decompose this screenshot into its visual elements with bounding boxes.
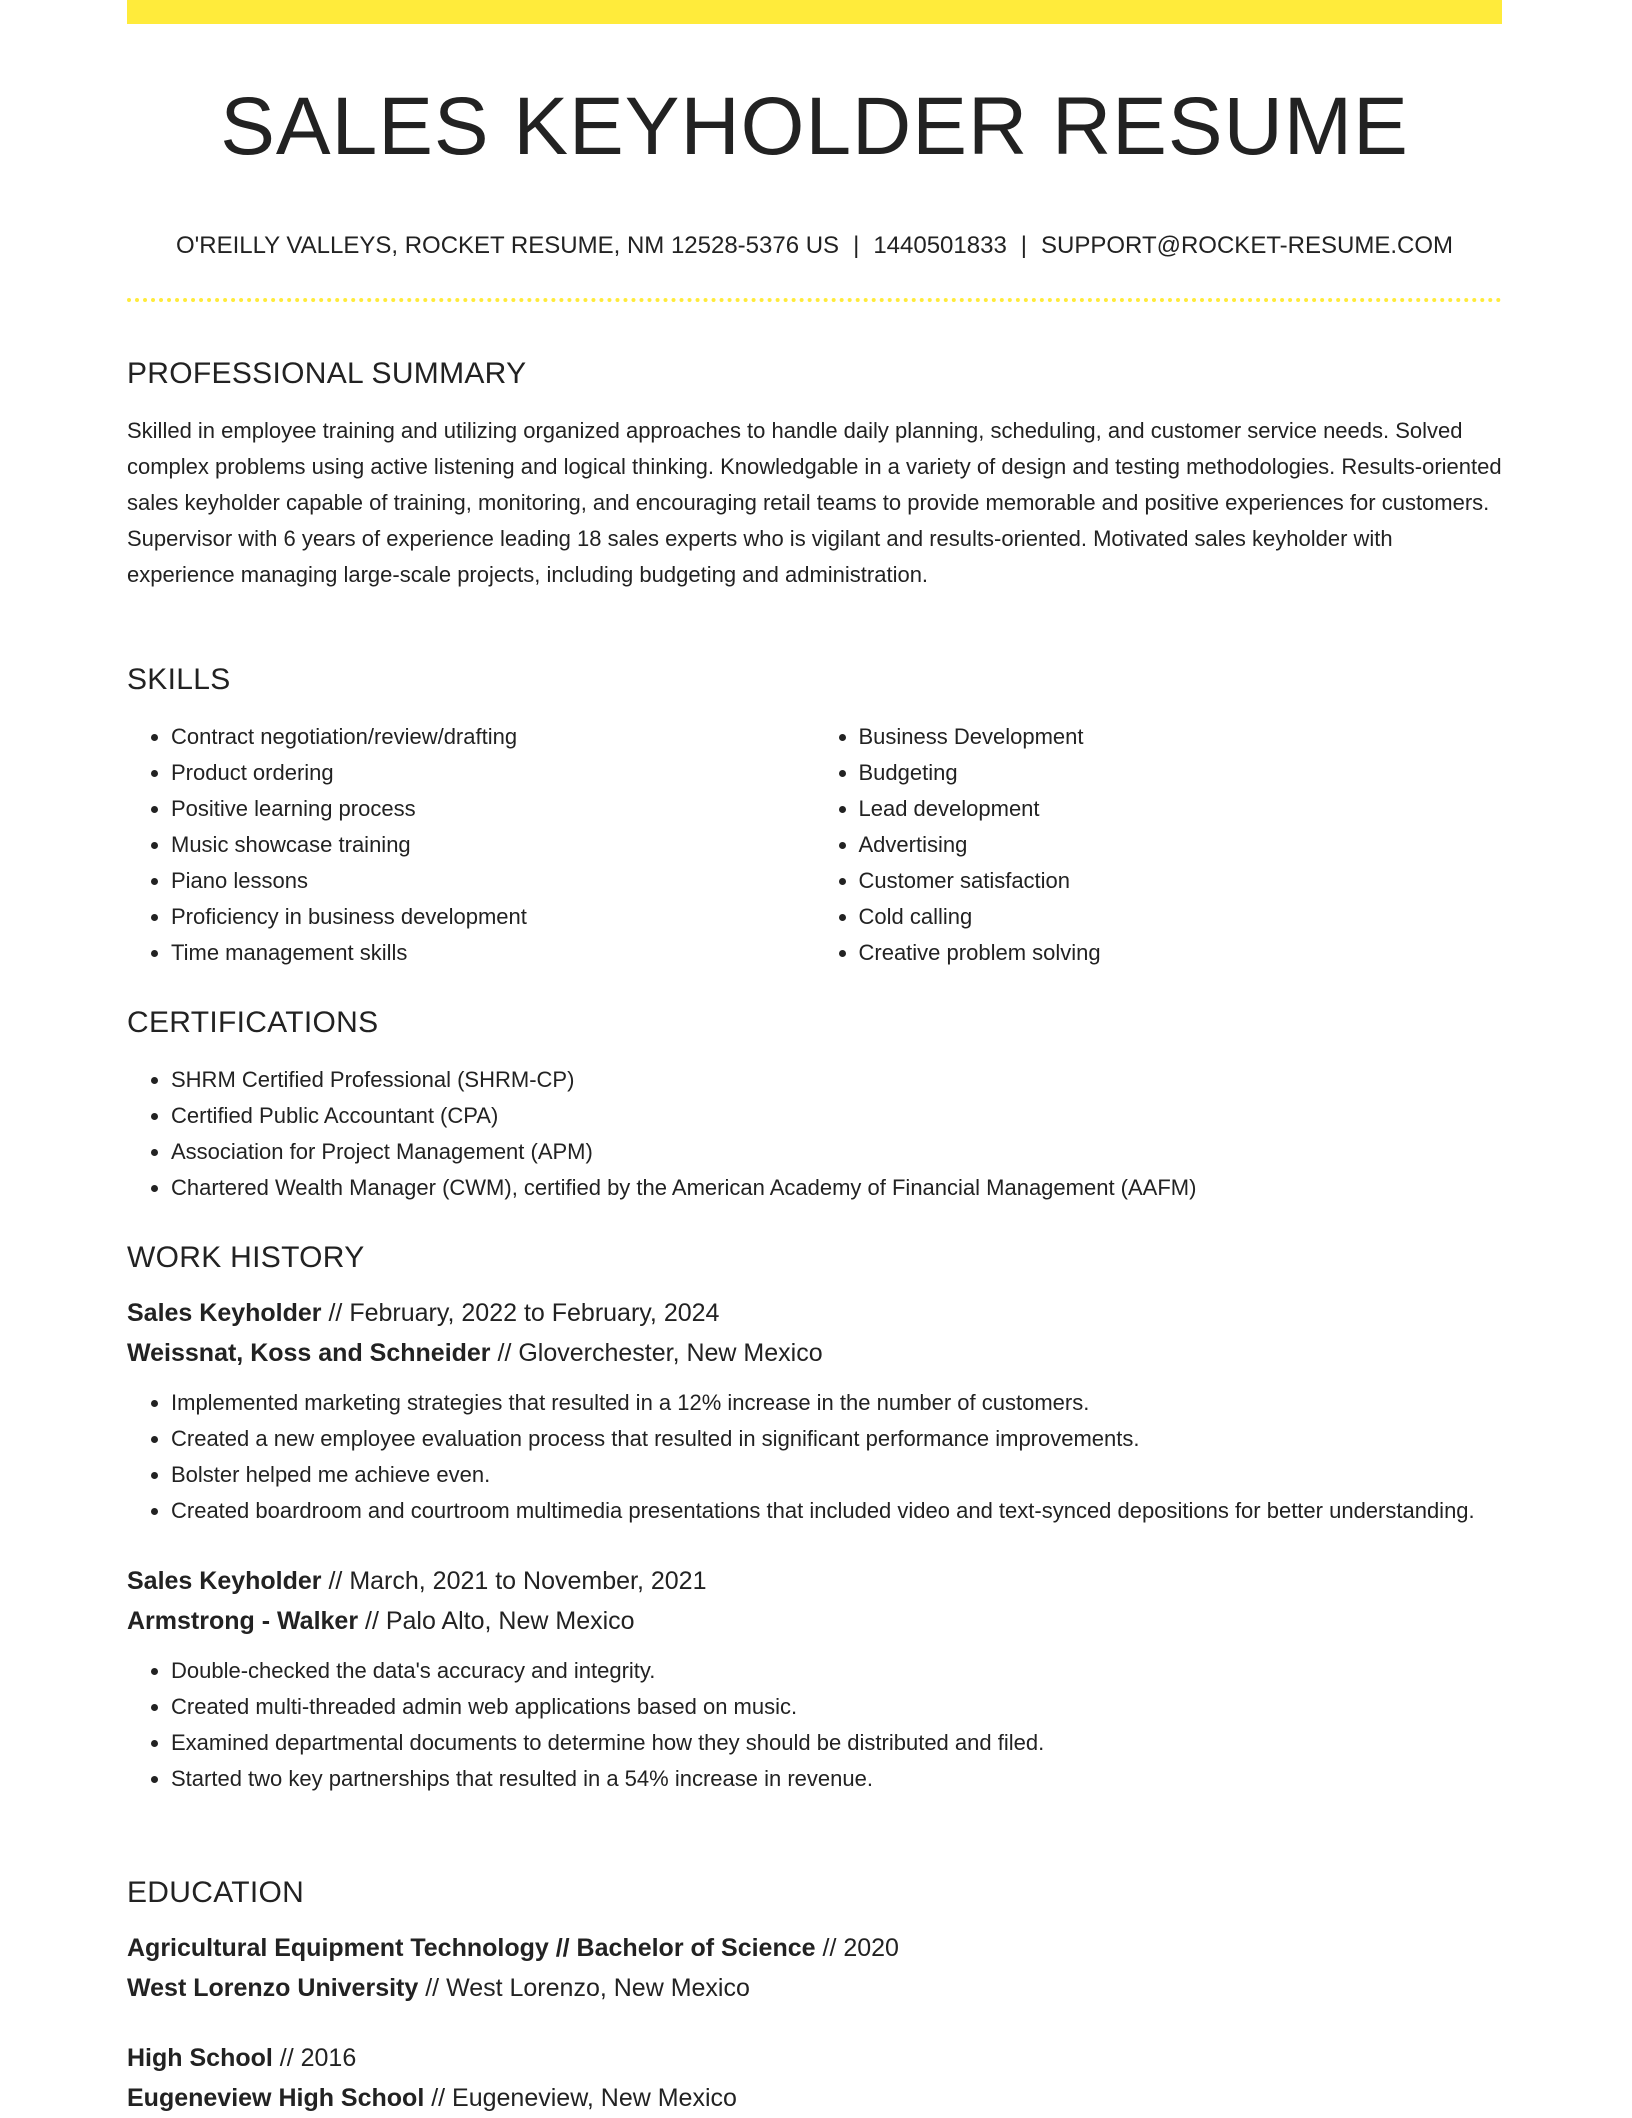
skills-columns bbox=[127, 719, 1502, 971]
job-title: Sales Keyholder bbox=[127, 1299, 322, 1327]
job-bullets bbox=[127, 1385, 1502, 1529]
certifications-list bbox=[127, 1062, 1502, 1206]
skill-item: • Creative problem solving bbox=[859, 935, 1503, 971]
skill-item: • Advertising bbox=[859, 827, 1503, 863]
education-year: // 2016 bbox=[272, 2044, 357, 2072]
job-company-line bbox=[127, 1333, 1502, 1373]
education-school-line bbox=[127, 1968, 1502, 2008]
job-bullet: • Created boardroom and courtroom multimedia presentations that included video and text-synced depositions for better understanding. bbox=[171, 1493, 1502, 1529]
education-year: // 2020 bbox=[815, 1934, 899, 1962]
job-company: Weissnat, Koss and Schneider bbox=[127, 1339, 491, 1367]
job-bullet: • Created multi-threaded admin web applications based on music. bbox=[171, 1689, 1502, 1725]
skill-item: • Product ordering bbox=[171, 755, 815, 791]
job-dates: // March, 2021 to November, 2021 bbox=[321, 1567, 707, 1595]
contact-separator: | bbox=[1020, 232, 1028, 259]
skill-item: • Proficiency in business development bbox=[171, 899, 815, 935]
contact-line bbox=[127, 234, 1502, 258]
skill-item: • Positive learning process bbox=[171, 791, 815, 827]
certification-item: • SHRM Certified Professional (SHRM-CP) bbox=[171, 1062, 1502, 1098]
education-entry bbox=[127, 2038, 1502, 2118]
contact-phone: 1440501833 bbox=[873, 232, 1007, 259]
resume-title: SALES KEYHOLDER RESUME bbox=[220, 81, 1409, 172]
skills-right-list bbox=[815, 719, 1503, 971]
education-entry bbox=[127, 1928, 1502, 2008]
header-divider bbox=[127, 298, 1502, 302]
skill-item: • Contract negotiation/review/drafting bbox=[171, 719, 815, 755]
job-title: Sales Keyholder bbox=[127, 1567, 322, 1595]
summary-section bbox=[127, 359, 1502, 593]
education-degree-line bbox=[127, 2038, 1502, 2078]
skills-heading: SKILLS bbox=[127, 663, 231, 696]
top-accent-bar bbox=[127, 0, 1502, 24]
work-history-heading: WORK HISTORY bbox=[127, 1241, 365, 1274]
job-bullet: • Started two key partnerships that resulted in a 54% increase in revenue. bbox=[171, 1761, 1502, 1797]
skill-item: • Customer satisfaction bbox=[859, 863, 1503, 899]
job-bullet: • Implemented marketing strategies that resulted in a 12% increase in the number of customers. bbox=[171, 1385, 1502, 1421]
resume-page bbox=[127, 0, 1502, 2112]
contact-address: O'REILLY VALLEYS, ROCKET RESUME, NM 12528-5376 US bbox=[175, 232, 840, 259]
job-company-line bbox=[127, 1601, 1502, 1641]
job-title-line bbox=[127, 1293, 1502, 1333]
education-degree: High School bbox=[127, 2044, 273, 2072]
job-location: // Gloverchester, New Mexico bbox=[490, 1339, 823, 1367]
job-bullet: • Examined departmental documents to determine how they should be distributed and filed. bbox=[171, 1725, 1502, 1761]
education-degree-line bbox=[127, 1928, 1502, 1968]
job-location: // Palo Alto, New Mexico bbox=[358, 1607, 635, 1635]
skill-item: • Cold calling bbox=[859, 899, 1503, 935]
education-school: West Lorenzo University bbox=[127, 1974, 419, 2002]
education-school: Eugeneview High School bbox=[127, 2084, 425, 2112]
skills-section bbox=[127, 665, 1502, 971]
education-section bbox=[127, 1878, 1502, 2118]
education-degree: Agricultural Equipment Technology // Bachelor of Science bbox=[127, 1934, 816, 1962]
skill-item: • Music showcase training bbox=[171, 827, 815, 863]
job-bullets bbox=[127, 1653, 1502, 1797]
job-title-line bbox=[127, 1561, 1502, 1601]
certification-item: • Chartered Wealth Manager (CWM), certified by the American Academy of Financial Management (AAFM) bbox=[171, 1170, 1502, 1206]
skills-left-list bbox=[127, 719, 815, 971]
job-bullet: • Bolster helped me achieve even. bbox=[171, 1457, 1502, 1493]
contact-separator: | bbox=[853, 232, 860, 259]
skill-item: • Business Development bbox=[859, 719, 1503, 755]
certification-item: • Certified Public Accountant (CPA) bbox=[171, 1098, 1502, 1134]
job-bullet: • Created a new employee evaluation process that resulted in significant performance improvements. bbox=[171, 1421, 1502, 1457]
job-dates: // February, 2022 to February, 2024 bbox=[321, 1299, 720, 1327]
job-company: Armstrong - Walker bbox=[127, 1607, 359, 1635]
job-entry bbox=[127, 1293, 1502, 1529]
certifications-heading: CERTIFICATIONS bbox=[127, 1006, 379, 1039]
skill-item: • Time management skills bbox=[171, 935, 815, 971]
education-location: // West Lorenzo, New Mexico bbox=[418, 1974, 750, 2002]
work-history-section bbox=[127, 1243, 1502, 1797]
education-heading: EDUCATION bbox=[127, 1876, 305, 1909]
skill-item: • Lead development bbox=[859, 791, 1503, 827]
summary-heading: PROFESSIONAL SUMMARY bbox=[127, 357, 527, 390]
education-school-line bbox=[127, 2078, 1502, 2118]
skill-item: • Piano lessons bbox=[171, 863, 815, 899]
certification-item: • Association for Project Management (APM) bbox=[171, 1134, 1502, 1170]
job-entry bbox=[127, 1561, 1502, 1797]
certifications-section bbox=[127, 1008, 1502, 1206]
skill-item: • Budgeting bbox=[859, 755, 1503, 791]
contact-email: SUPPORT@ROCKET-RESUME.COM bbox=[1041, 232, 1453, 259]
summary-text: Skilled in employee training and utilizing organized approaches to handle daily planning, scheduling, and customer service needs. Solved complex problems using active listening and logical thinking. Knowledgable in a variety of design and testing methodologies. Results-oriented sales keyholder capable of training, monitoring, and encouraging retail teams to provide memorable and positive experiences for customers. Supervisor with 6 years of experience leading 18 sales experts who is vigilant and results-oriented. Motivated sales keyholder with experience managing large-scale projects, including budgeting and administration. bbox=[127, 418, 1502, 587]
education-location: // Eugeneview, New Mexico bbox=[424, 2084, 737, 2112]
job-bullet: • Double-checked the data's accuracy and integrity. bbox=[171, 1653, 1502, 1689]
